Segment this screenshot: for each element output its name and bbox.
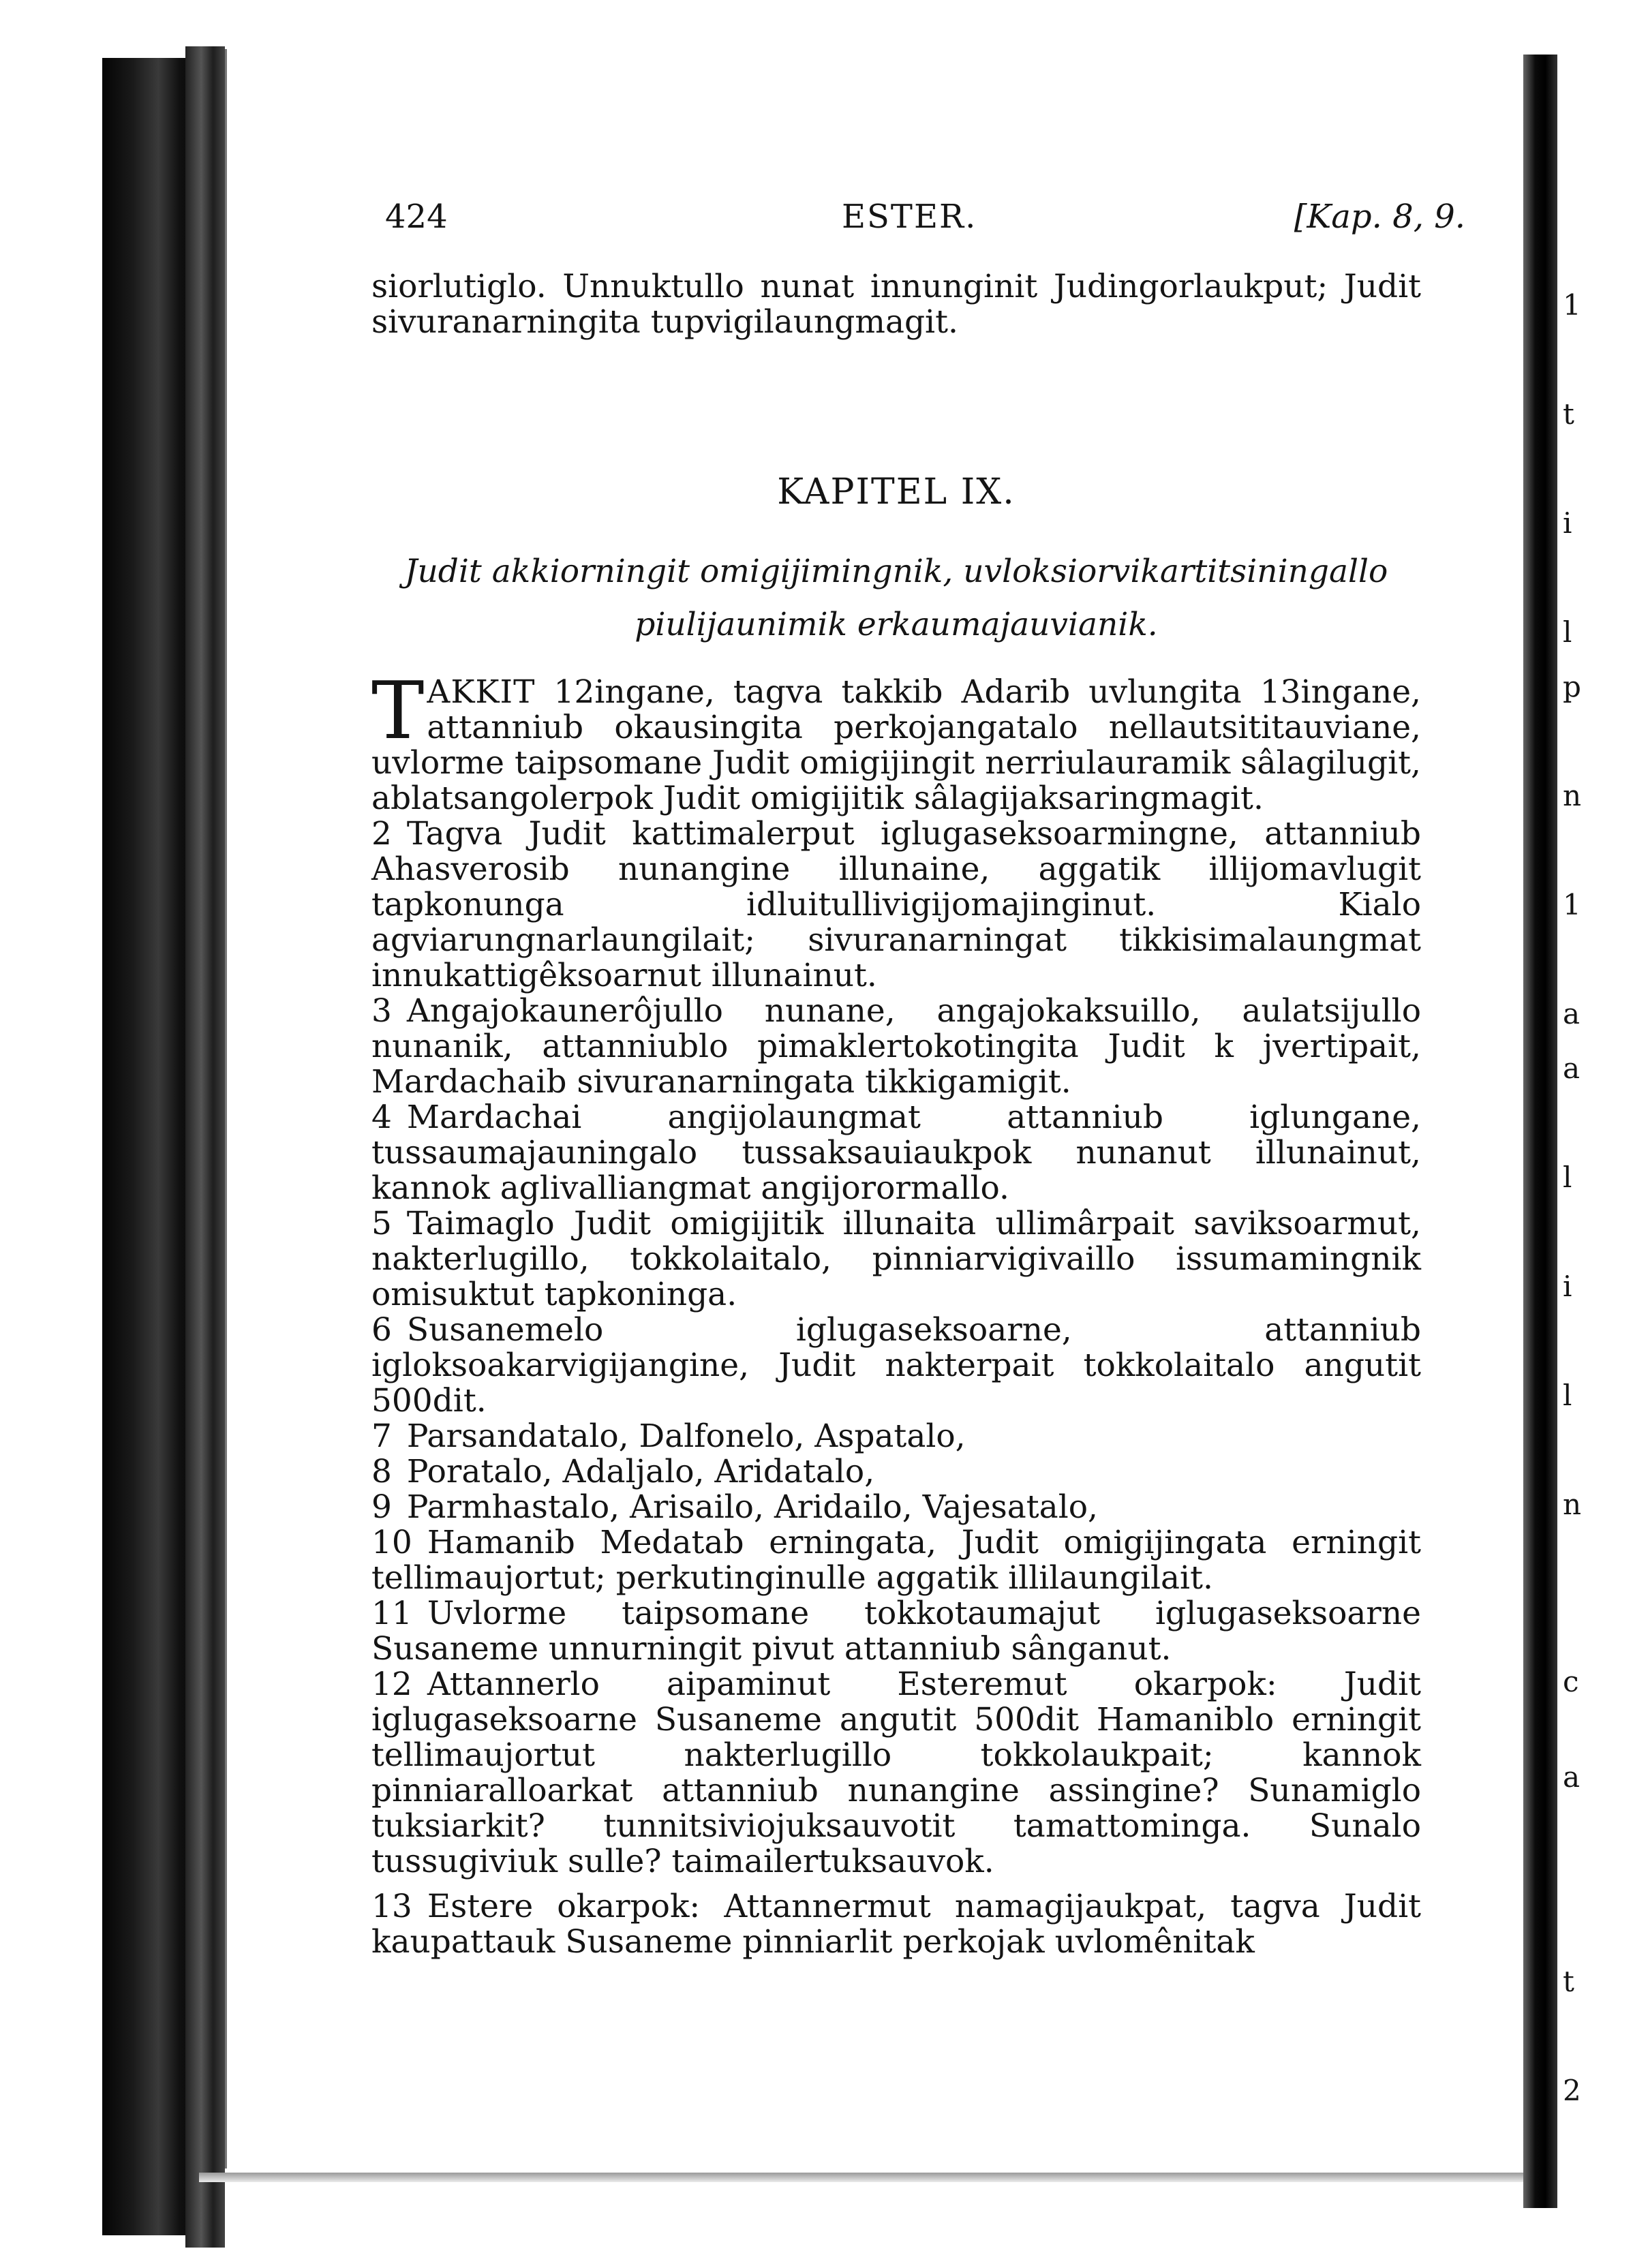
verse-list — [371, 665, 1421, 1961]
verse-3 — [371, 994, 1421, 1100]
verse-6 — [371, 1313, 1421, 1419]
verse-8 — [371, 1454, 1421, 1490]
facing-fragment: t — [1563, 1965, 1574, 1998]
verse-number: 6 — [371, 1311, 392, 1349]
verse-12 — [371, 1667, 1421, 1880]
facing-fragment: n — [1563, 779, 1582, 812]
verse-text: Hamanib Medatab erningata, Judit omigijingata erningit tellimaujortut; perkutinginulle aggatik illilaungilait. — [371, 1524, 1421, 1597]
verse-text: Parsandatalo, Dalfonelo, Aspatalo, — [406, 1418, 966, 1455]
book-title: ESTER. — [842, 198, 977, 236]
facing-fragment: i — [1563, 506, 1572, 540]
facing-fragment: t — [1563, 397, 1574, 431]
verse-number: 8 — [371, 1453, 392, 1490]
verse-number: 13 — [371, 1888, 412, 1925]
facing-fragment: a — [1563, 1760, 1581, 1794]
page-number: 424 — [385, 198, 448, 236]
running-head — [385, 198, 1465, 245]
verse-4 — [371, 1100, 1421, 1206]
page-bottom-edge — [199, 2173, 1535, 2182]
summary-line: Judit akkiorningit omigijimingnik, uvloksiorvikartitsiningallo — [404, 553, 1388, 590]
verse-text: Tagva Judit kattimalerput iglugaseksoarmingne, attanniub Ahasverosib nunangine illunaine, aggatik illijomavlugit tapkonunga idluitullivigijomajinginut. Kialo agviarungnarlaungilait; sivuranarningat tikkisimalaungmat innukattigêksoarnut illunainut. — [371, 815, 1421, 994]
verse-text: Susanemelo iglugaseksoarne, attanniub igloksoakarvigijangine, Judit nakterpait tokkolaitalo angutit 500dit. — [371, 1311, 1421, 1420]
verse-text: Angajokaunerôjullo nunane, angajokaksuillo, aulatsijullo nunanik, attanniublo pimaklertokotingita Judit k jvertipait, Mardachaib sivuranarningata tikkigamigit. — [371, 992, 1421, 1101]
verse-number: 12 — [371, 1666, 412, 1703]
verse-number: 9 — [371, 1488, 392, 1526]
verse-10 — [371, 1525, 1421, 1596]
verse-2 — [371, 816, 1421, 994]
facing-fragment: l — [1563, 1161, 1572, 1194]
verse-number: 4 — [371, 1099, 392, 1136]
book-gutter — [1523, 55, 1557, 2208]
verse-number: 7 — [371, 1418, 392, 1455]
carryover-text: siorlutiglo. Unnuktullo nunat innunginit Judingorlaukput; Judit sivuranarningita tupvigilaungmagit. — [371, 268, 1421, 341]
facing-fragment: 1 — [1563, 288, 1581, 322]
page-edge-strip — [185, 46, 225, 2248]
verse-5 — [371, 1206, 1421, 1313]
facing-fragment: n — [1563, 1488, 1582, 1521]
chapter-summary — [371, 545, 1421, 652]
facing-page-fragment — [1557, 55, 1633, 2228]
verse-number: 5 — [371, 1205, 392, 1242]
verse-text: Estere okarpok: Attannermut namagijaukpat, tagva Judit kaupattauk Susaneme pinniarlit perkojak uvlomênitak — [371, 1888, 1421, 1961]
verse-11 — [371, 1596, 1421, 1667]
verse-text: Taimaglo Judit omigijitik illunaita ullimârpait saviksoarmut, nakterlugillo, tokkolaitalo, pinniarvigivaillo issumamingnik omisuktut tapkoninga. — [371, 1205, 1421, 1313]
verse-number: 11 — [371, 1595, 412, 1632]
facing-fragment: 1 — [1563, 888, 1581, 921]
verse-13 — [371, 1889, 1421, 1960]
verse-text: Attannerlo aipaminut Esteremut okarpok: Judit iglugaseksoarne Susaneme angutit 500dit Hamaniblo erningit tellimaujortut nakterlugillo tokkolaukpait; kannok pinniaralloarkat attanniub nunangine assingine? Sunamiglo tuksiarkit? tunnitsiviojuksauvotit tamattominga. Sunalo tussugiviuk sulle? taimailertuksauvok. — [371, 1666, 1421, 1880]
facing-fragment: 2 — [1563, 2074, 1581, 2107]
facing-fragment: l — [1563, 615, 1572, 649]
verse-text: Parmhastalo, Arisailo, Aridailo, Vajesatalo, — [406, 1488, 1098, 1526]
facing-fragment: i — [1563, 1270, 1572, 1303]
chapter-title: KAPITEL IX. — [777, 472, 1016, 512]
facing-fragment: p — [1563, 670, 1581, 703]
facing-fragment: a — [1563, 997, 1581, 1030]
verse-text: Uvlorme taipsomane tokkotaumajut iglugaseksoarne Susaneme unnurningit pivut attanniub sânganut. — [371, 1595, 1421, 1668]
verse-smallcaps: AKKIT — [427, 673, 536, 711]
verse-9 — [371, 1490, 1421, 1525]
facing-fragment: c — [1563, 1665, 1579, 1698]
facing-fragment: l — [1563, 1379, 1572, 1412]
verse-text: Mardachai angijolaungmat attanniub iglungane, tussaumajauningalo tussaksauiaukpok nunanut illunainut, kannok aglivalliangmat angijorormallo. — [371, 1099, 1421, 1207]
summary-line: piulijaunimik erkaumajauvianik. — [635, 606, 1158, 643]
verse-number: 2 — [371, 815, 392, 853]
verse-text: Poratalo, Adaljalo, Aridatalo, — [406, 1453, 875, 1490]
chapter-reference: [Kap. 8, 9. — [1294, 198, 1465, 236]
verse-number: 10 — [371, 1524, 412, 1561]
verse-text: 12ingane, tagva takkib Adarib uvlungita 13ingane, attanniub okausingita perkojangatalo nellautsititauviane, uvlorme taipsomane Judit omigijingit nerriulauramik sâlagilugit, ablatsangolerpok Judit omigijitik sâlagijaksaringmagit. — [371, 673, 1421, 817]
drop-cap: T — [371, 665, 425, 757]
facing-fragment: a — [1563, 1052, 1581, 1085]
carryover-paragraph — [371, 269, 1421, 340]
verse-1 — [371, 665, 1421, 817]
verse-7 — [371, 1419, 1421, 1454]
verse-number: 3 — [371, 992, 392, 1030]
